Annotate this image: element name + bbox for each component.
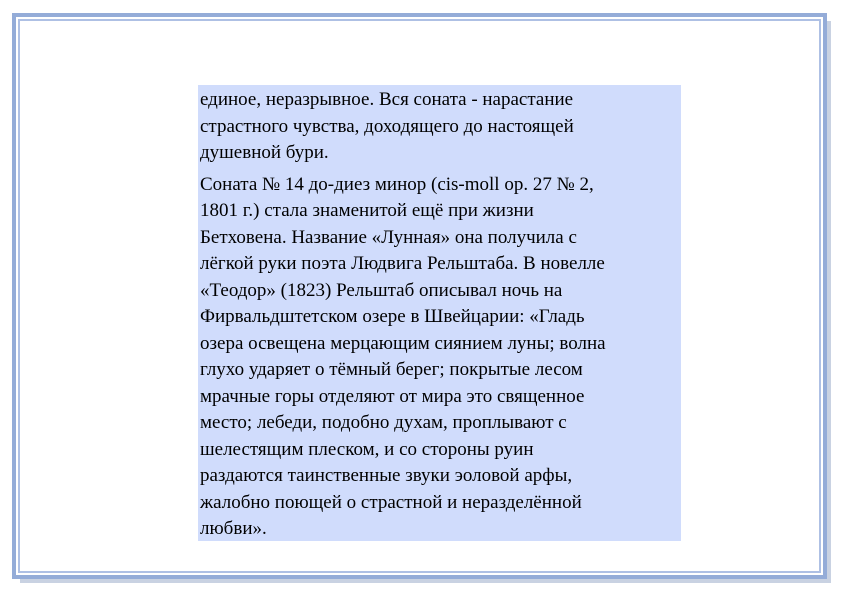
text-line: «Теодор» (1823) Рельштаб описывал ночь на xyxy=(200,279,563,301)
paragraph-sonata-history xyxy=(200,172,681,543)
text-line: лёгкой руки поэта Людвига Рельштаба. В новелле xyxy=(200,253,605,274)
text-line: душевной бури. xyxy=(200,142,329,163)
text-line: 1801 г.) стала знаменитой ещё при жизни xyxy=(200,200,534,221)
text-line: глухо ударяет о тёмный берег; покрытые лесом xyxy=(200,359,583,380)
text-line: Бетховена. Название «Лунная» она получила с xyxy=(200,226,577,248)
text-box xyxy=(198,85,681,541)
text-line: любви». xyxy=(200,518,267,539)
text-line: шелестящим плеском, и со стороны руин xyxy=(200,438,534,460)
text-line: Соната № 14 до-диез минор (cis-moll op. 27 № 2, xyxy=(200,173,594,195)
text-line: страстного чувства, доходящего до настоящей xyxy=(200,115,574,137)
text-line: раздаются таинственные звуки эоловой арфы, xyxy=(200,465,573,486)
text-line: жалобно поющей о страстной и неразделённой xyxy=(200,491,582,513)
paragraph-intro xyxy=(200,87,681,167)
text-line: озера освещена мерцающим сиянием луны; волна xyxy=(200,332,606,354)
text-line: место; лебеди, подобно духам, проплывают с xyxy=(200,412,567,433)
text-line: единое, неразрывное. Вся соната - нарастание xyxy=(200,89,574,110)
text-line: мрачные горы отделяют от мира это священное xyxy=(200,385,585,407)
text-line: Фирвальдштетском озере в Швейцарии: «Гладь xyxy=(200,306,585,327)
